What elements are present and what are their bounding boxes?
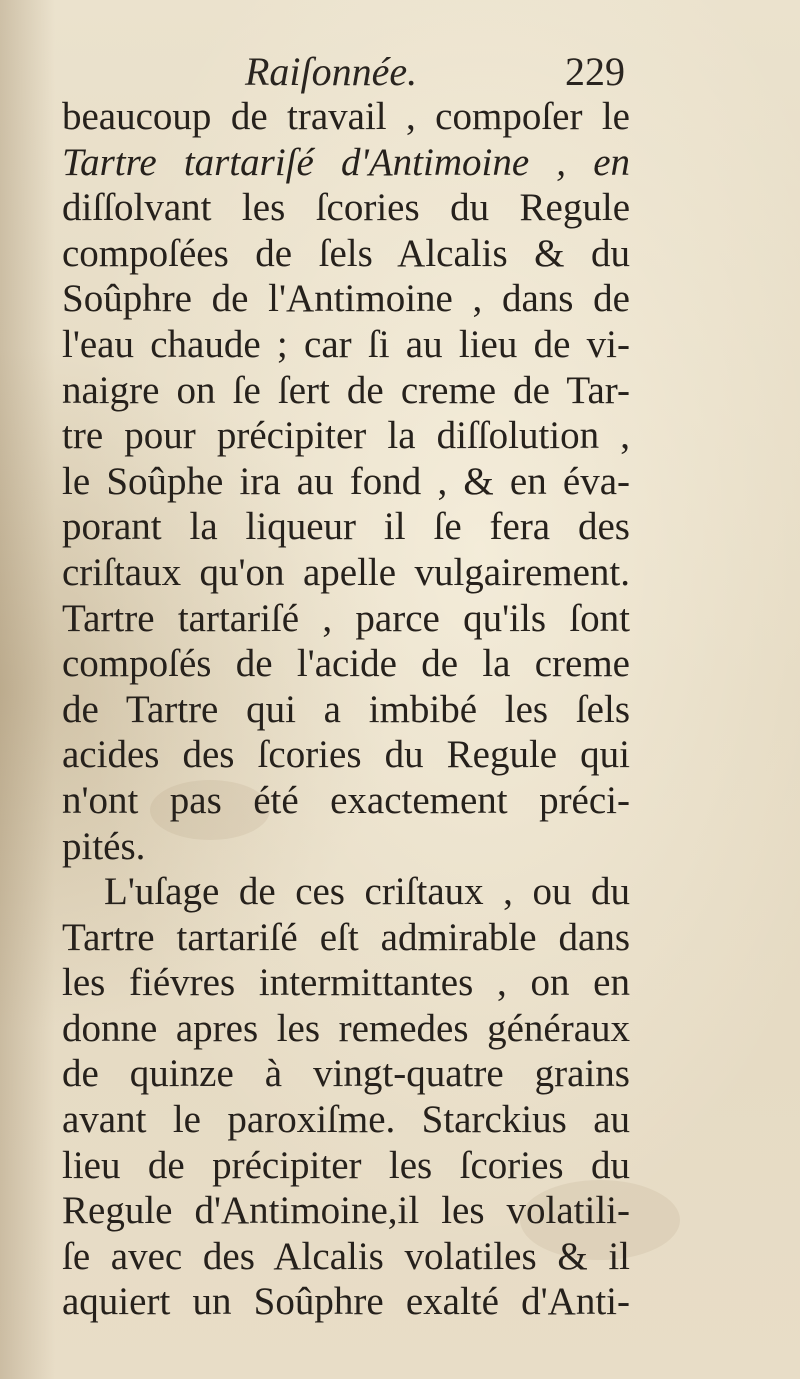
text-line: naigre on ſe ſert de creme de Tar- [62,368,630,412]
text-line: criſtaux qu'on apelle vulgairement. [62,550,630,594]
text-line: compoſées de ſels Alcalis & du [62,231,630,275]
text-line: avant le paroxiſme. Starckius au [62,1098,630,1142]
text-line: Tartre tartariſé d'Antimoine , en [62,140,630,184]
text-line: n'ont pas été exactement préci- [62,778,630,822]
body-text [62,94,630,1325]
text-line: Tartre tartariſé eſt admirable dans [62,915,630,959]
running-head [60,48,625,98]
text-line: de Tartre qui a imbibé les ſels [62,687,630,731]
text-line: porant la liqueur il ſe fera des [62,505,630,549]
page-number: 229 [565,49,625,94]
text-line: aquiert un Soûphre exalté d'Anti- [62,1280,630,1324]
text-line: les fiévres intermittantes , on en [62,961,630,1005]
text-line: beaucoup de travail , compoſer le [62,95,630,138]
text-line: diſſolvant les ſcories du Regule [62,186,630,230]
text-line: Soûphre de l'Antimoine , dans de [62,277,630,321]
running-title: Raiſonnée. [245,49,418,94]
text-line: Tartre tartariſé , parce qu'ils ſont [62,596,630,640]
text-line: Regule d'Antimoine,il les volatili- [62,1189,630,1233]
text-line: l'eau chaude ; car ſi au lieu de vi- [62,322,630,366]
text-line: le Soûphe ira au fond , & en éva- [62,459,630,503]
text-line: tre pour précipiter la diſſolution , [62,414,630,458]
text-line: pités. [62,824,146,868]
text-line: lieu de précipiter les ſcories du [62,1143,630,1187]
text-line: ſe avec des Alcalis volatiles & il [62,1234,630,1278]
text-line: de quinze à vingt-quatre grains [62,1052,630,1096]
text-line: compoſés de l'acide de la creme [62,642,630,686]
paragraph-first-line: L'uſage de ces criſtaux , ou du [104,870,630,914]
text-line: donne apres les remedes généraux [62,1006,630,1050]
text-line: acides des ſcories du Regule qui [62,733,630,777]
gutter-shadow [0,0,55,1379]
